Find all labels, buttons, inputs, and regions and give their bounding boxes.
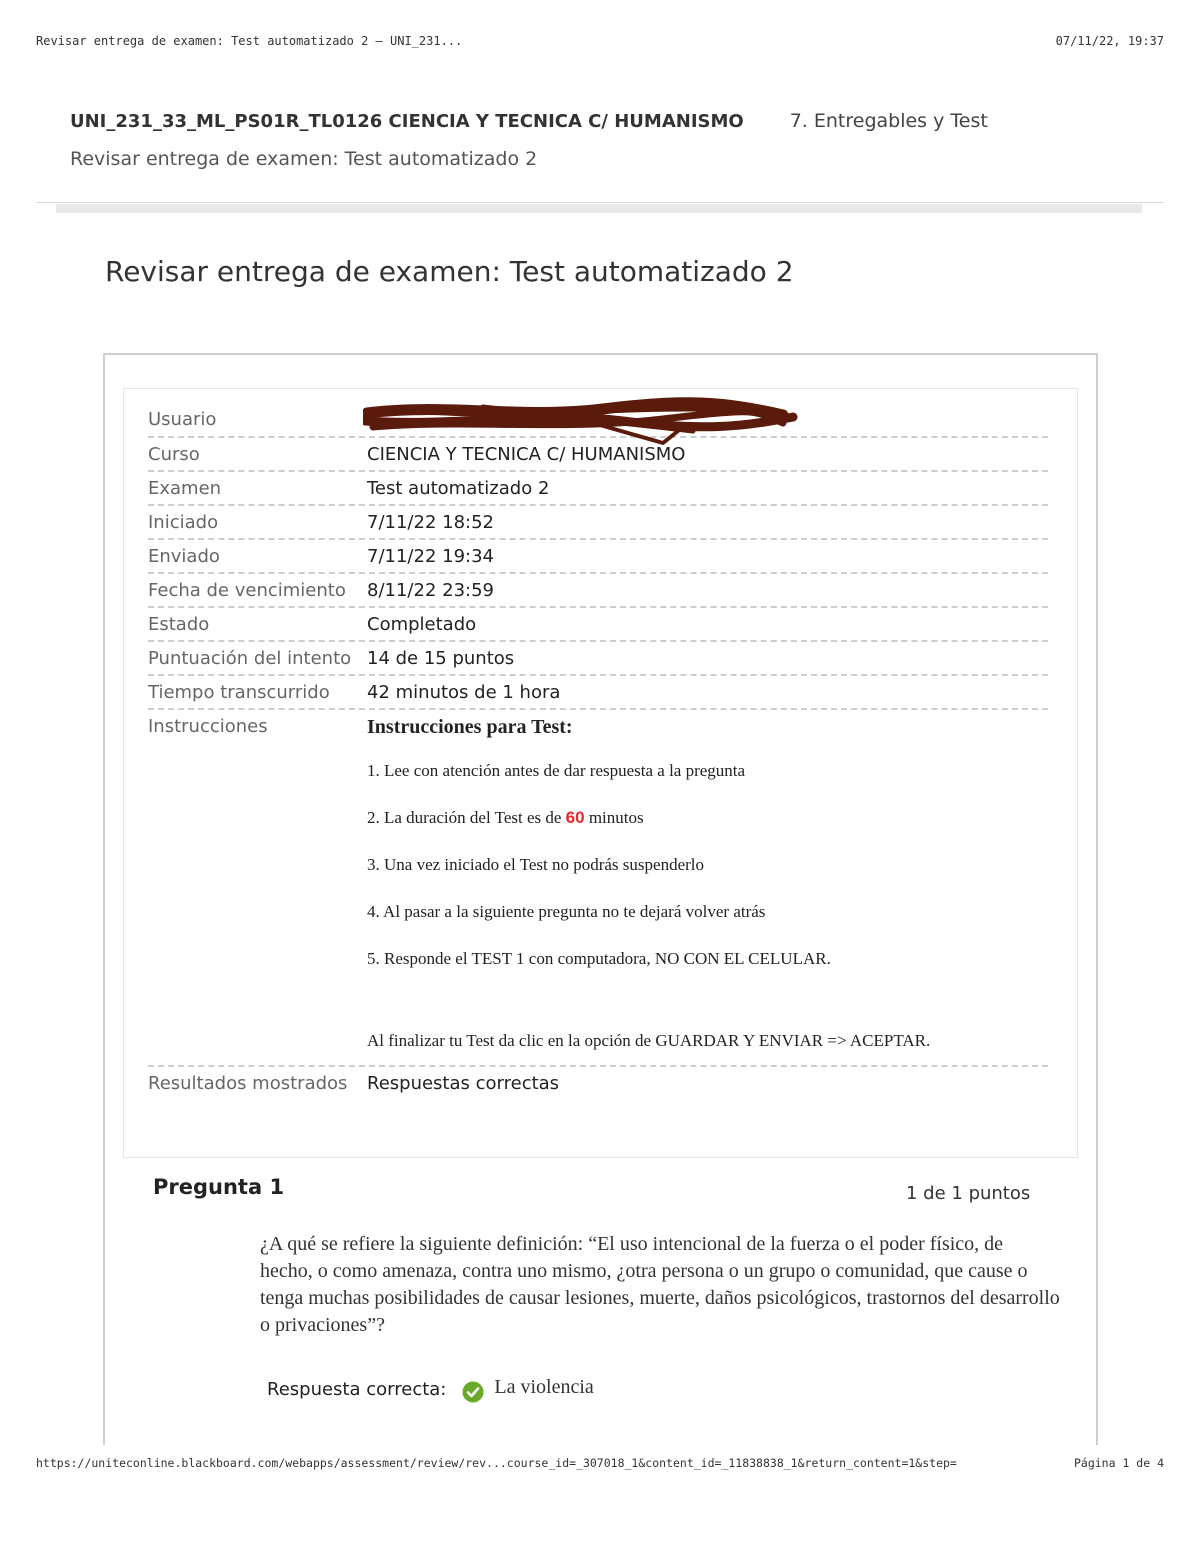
row-resultados <box>148 1067 1048 1099</box>
course-section-link[interactable]: 7. Entregables y Test <box>789 110 988 132</box>
check-icon <box>462 1381 484 1403</box>
row-instrucciones <box>148 710 1048 1067</box>
header-divider <box>36 202 1164 203</box>
row-iniciado <box>148 506 1048 540</box>
correct-answer-label: Respuesta correcta: <box>267 1378 447 1400</box>
instrucciones-label: Instrucciones <box>148 716 268 737</box>
row-puntuacion <box>148 642 1048 676</box>
instruction-item-1: 1. Lee con atención antes de dar respuesta a la pregunta <box>367 761 746 780</box>
page-url: https://uniteconline.blackboard.com/webapps/assessment/review/rev...course_id=_307018_1&content_id=_11838838_1&return_content=1&step= <box>36 1456 957 1470</box>
curso-value: CIENCIA Y TECNICA C/ HUMANISMO <box>367 444 686 465</box>
estado-value: Completado <box>367 614 477 635</box>
instruction-item-4: 4. Al pasar a la siguiente pregunta no te dejará volver atrás <box>367 902 766 921</box>
instructions-heading: Instrucciones para Test: <box>367 716 573 738</box>
row-usuario <box>148 403 1048 438</box>
print-header <box>36 34 1164 48</box>
course-name-link[interactable]: UNI_231_33_ML_PS01R_TL0126 CIENCIA Y TECNICA C/ HUMANISMO <box>70 111 744 132</box>
tiempo-label: Tiempo transcurrido <box>148 682 330 703</box>
instruction-item-2 <box>367 808 930 828</box>
review-panel <box>103 353 1098 1445</box>
resultados-label: Resultados mostrados <box>148 1073 348 1094</box>
correct-answer-row <box>267 1375 594 1403</box>
row-estado <box>148 608 1048 642</box>
instruction-item-2-after: minutos <box>584 808 644 827</box>
question-points: 1 de 1 puntos <box>906 1183 1031 1204</box>
details-table <box>148 403 1048 1099</box>
print-footer <box>36 1456 1164 1470</box>
course-header <box>70 110 1164 170</box>
iniciado-value: 7/11/22 18:52 <box>367 512 494 533</box>
puntuacion-label: Puntuación del intento <box>148 648 352 669</box>
tiempo-value: 42 minutos de 1 hora <box>367 682 561 703</box>
redaction-scribble <box>363 397 803 449</box>
row-enviado <box>148 540 1048 574</box>
instruction-item-5: 5. Responde el TEST 1 con computadora, NO CON EL CELULAR. <box>367 949 831 968</box>
question-title: Pregunta 1 <box>153 1175 285 1199</box>
question-text: ¿A qué se refiere la siguiente definición: “El uso intencional de la fuerza o el poder físico, de hecho, o como amenaza, contra uno mismo, ¿otra persona o un grupo o comunidad, que cause o tenga muchas posibilidades de causar lesiones, muerte, daños psicológicos, trastornos del desarrollo o privaciones”? <box>260 1233 1060 1336</box>
row-tiempo <box>148 676 1048 710</box>
vencimiento-label: Fecha de vencimiento <box>148 580 346 601</box>
instruction-item-3: 3. Una vez iniciado el Test no podrás suspenderlo <box>367 855 704 874</box>
attempt-details <box>123 388 1078 1158</box>
row-vencimiento <box>148 574 1048 608</box>
instrucciones-content <box>367 716 930 1065</box>
header-bar <box>56 204 1142 213</box>
instruction-item-2-before: 2. La duración del Test es de <box>367 808 566 827</box>
vencimiento-value: 8/11/22 23:59 <box>367 580 494 601</box>
curso-label: Curso <box>148 444 200 465</box>
print-header-title: Revisar entrega de examen: Test automatizado 2 – UNI_231... <box>36 34 463 48</box>
breadcrumb: Revisar entrega de examen: Test automatizado 2 <box>70 148 538 170</box>
print-header-datetime: 07/11/22, 19:37 <box>1055 34 1164 48</box>
estado-label: Estado <box>148 614 210 635</box>
duration-highlight: 60 <box>565 808 585 827</box>
correct-answer-text: La violencia <box>494 1375 594 1398</box>
resultados-value: Respuestas correctas <box>367 1073 560 1094</box>
row-examen <box>148 472 1048 506</box>
page-title: Revisar entrega de examen: Test automatizado 2 <box>105 255 794 288</box>
puntuacion-value: 14 de 15 puntos <box>367 648 515 669</box>
enviado-value: 7/11/22 19:34 <box>367 546 494 567</box>
enviado-label: Enviado <box>148 546 220 567</box>
page-number: Página 1 de 4 <box>1073 1456 1164 1470</box>
iniciado-label: Iniciado <box>148 512 219 533</box>
instruction-final: Al finalizar tu Test da clic en la opción de GUARDAR Y ENVIAR => ACEPTAR. <box>367 1031 931 1050</box>
usuario-label: Usuario <box>148 409 217 430</box>
examen-value: Test automatizado 2 <box>367 478 550 499</box>
examen-label: Examen <box>148 478 222 499</box>
